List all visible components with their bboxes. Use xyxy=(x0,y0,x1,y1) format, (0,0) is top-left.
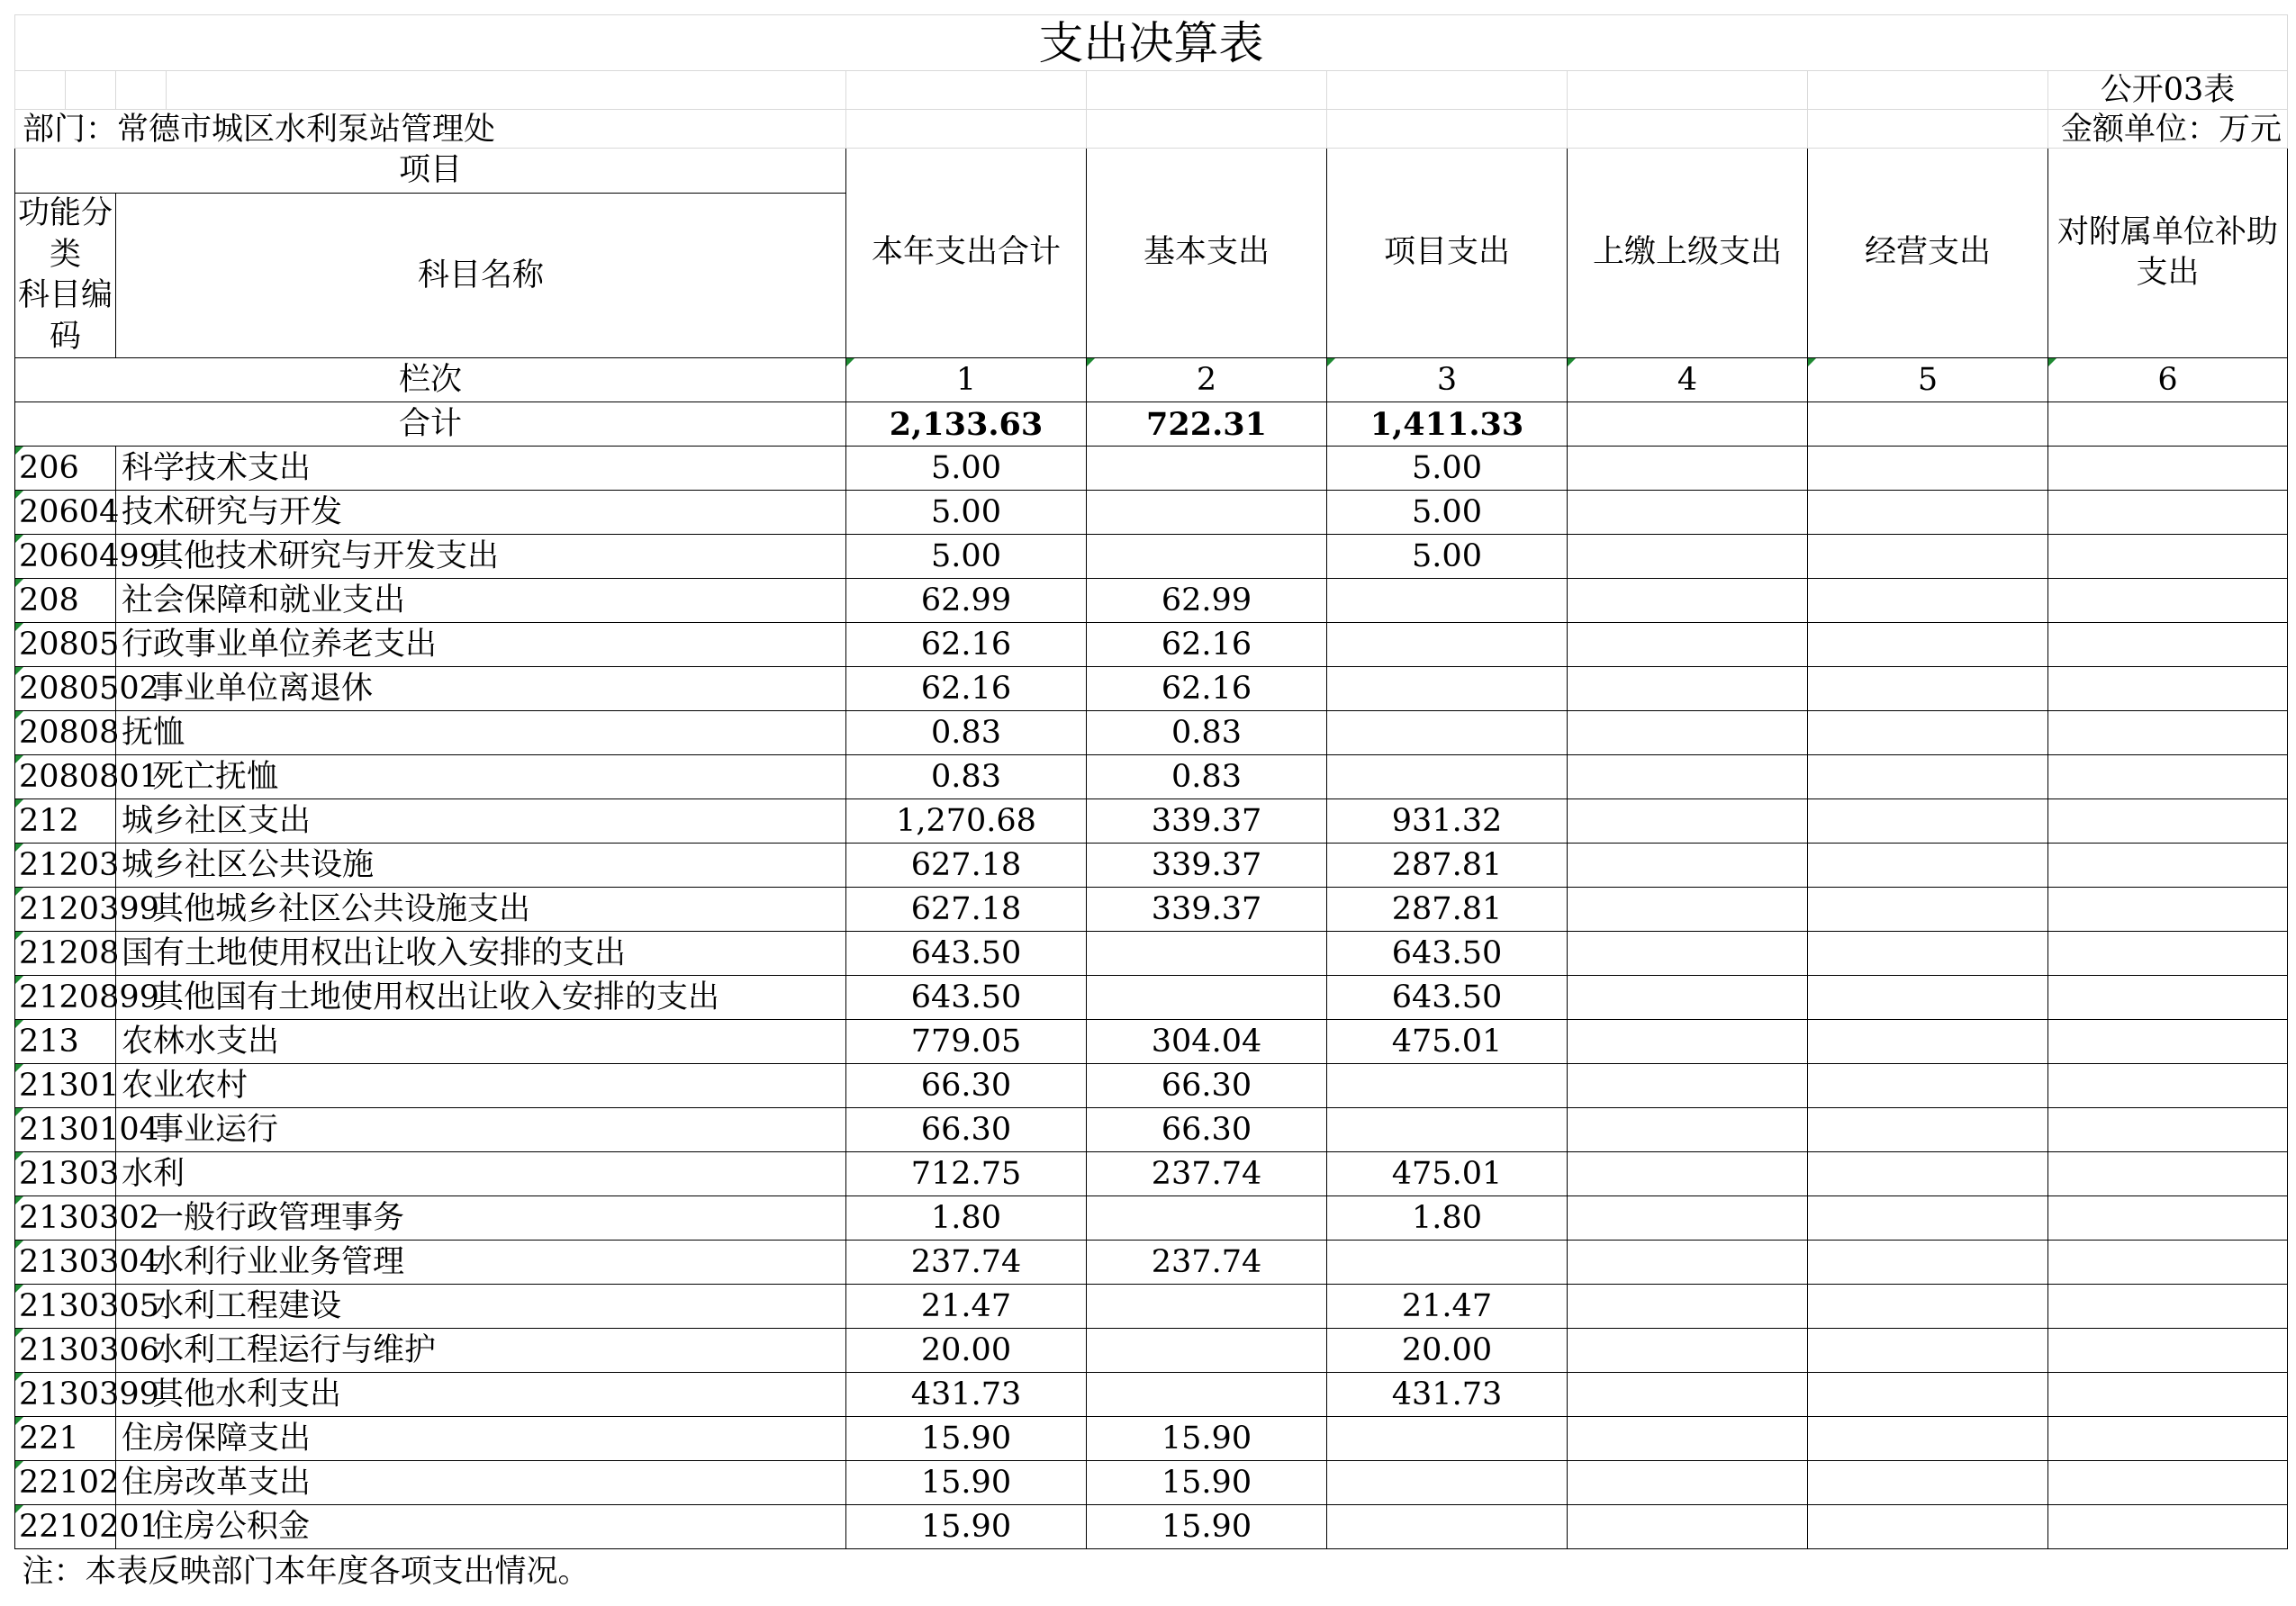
row-total-expense[interactable]: 1,270.68 xyxy=(846,799,1087,844)
row-operating-expense[interactable] xyxy=(1808,1373,2048,1417)
row-subsidy-expense[interactable] xyxy=(2048,1152,2288,1196)
row-code[interactable]: 22102 xyxy=(15,1461,116,1505)
header-subject-name: 科目名称 xyxy=(116,194,846,358)
row-total-expense[interactable]: 431.73 xyxy=(846,1373,1087,1417)
row-code[interactable]: 2130399 xyxy=(15,1373,116,1417)
table-row xyxy=(15,1064,2288,1108)
row-project-expense[interactable] xyxy=(1327,1417,1568,1461)
row-remit-expense[interactable] xyxy=(1568,1196,1808,1241)
table-row xyxy=(15,1505,2288,1549)
row-project-expense[interactable] xyxy=(1327,1108,1568,1152)
row-total-expense[interactable]: 237.74 xyxy=(846,1241,1087,1285)
row-basic-expense[interactable]: 339.37 xyxy=(1087,844,1327,888)
row-name[interactable]: 社会保障和就业支出 xyxy=(116,579,846,623)
table-row xyxy=(15,1373,2288,1417)
total-c3: 1,411.33 xyxy=(1327,402,1568,447)
table-row xyxy=(15,1329,2288,1373)
row-basic-expense[interactable]: 0.83 xyxy=(1087,755,1327,799)
table-row xyxy=(15,1152,2288,1196)
row-basic-expense[interactable]: 304.04 xyxy=(1087,1020,1327,1064)
row-project-expense[interactable]: 5.00 xyxy=(1327,491,1568,535)
row-subsidy-expense[interactable] xyxy=(2048,535,2288,579)
row-operating-expense[interactable] xyxy=(1808,1505,2048,1549)
row-remit-expense[interactable] xyxy=(1568,888,1808,932)
empty-cell[interactable] xyxy=(1568,110,1808,149)
row-subsidy-expense[interactable] xyxy=(2048,1373,2288,1417)
row-subsidy-expense[interactable] xyxy=(2048,755,2288,799)
row-total-expense[interactable]: 779.05 xyxy=(846,1020,1087,1064)
header-project: 项目 xyxy=(15,149,846,194)
empty-cell[interactable] xyxy=(15,71,66,110)
row-basic-expense[interactable]: 15.90 xyxy=(1087,1461,1327,1505)
row-code[interactable]: 2080502 xyxy=(15,667,116,711)
row-code[interactable]: 2080801 xyxy=(15,755,116,799)
row-code[interactable]: 20604 xyxy=(15,491,116,535)
table-row xyxy=(15,1108,2288,1152)
total-c5 xyxy=(1808,402,2048,447)
empty-cell[interactable] xyxy=(1087,71,1327,110)
table-row xyxy=(15,1285,2288,1329)
row-operating-expense[interactable] xyxy=(1808,1329,2048,1373)
table-row xyxy=(15,667,2288,711)
row-code[interactable]: 2060499 xyxy=(15,535,116,579)
table-row xyxy=(15,799,2288,844)
row-basic-expense[interactable]: 66.30 xyxy=(1087,1064,1327,1108)
row-subsidy-expense[interactable] xyxy=(2048,1417,2288,1461)
table-row xyxy=(15,976,2288,1020)
lanci-2: 2 xyxy=(1087,358,1327,402)
row-name[interactable]: 其他国有土地使用权出让收入安排的支出 xyxy=(116,976,846,1020)
row-project-expense[interactable] xyxy=(1327,1241,1568,1285)
row-subsidy-expense[interactable] xyxy=(2048,976,2288,1020)
row-basic-expense[interactable] xyxy=(1087,932,1327,976)
row-project-expense[interactable] xyxy=(1327,1505,1568,1549)
row-remit-expense[interactable] xyxy=(1568,1285,1808,1329)
row-basic-expense[interactable] xyxy=(1087,1196,1327,1241)
row-subsidy-expense[interactable] xyxy=(2048,888,2288,932)
row-total-expense[interactable]: 66.30 xyxy=(846,1108,1087,1152)
row-project-expense[interactable]: 21.47 xyxy=(1327,1285,1568,1329)
row-basic-expense[interactable]: 62.16 xyxy=(1087,623,1327,667)
row-operating-expense[interactable] xyxy=(1808,1241,2048,1285)
row-subsidy-expense[interactable] xyxy=(2048,1020,2288,1064)
row-remit-expense[interactable] xyxy=(1568,1064,1808,1108)
lanci-6: 6 xyxy=(2048,358,2288,402)
row-subsidy-expense[interactable] xyxy=(2048,491,2288,535)
row-project-expense[interactable] xyxy=(1327,579,1568,623)
row-basic-expense[interactable]: 0.83 xyxy=(1087,711,1327,755)
lanci-4: 4 xyxy=(1568,358,1808,402)
row-code[interactable]: 21301 xyxy=(15,1064,116,1108)
row-remit-expense[interactable] xyxy=(1568,1329,1808,1373)
row-project-expense[interactable]: 5.00 xyxy=(1327,447,1568,491)
row-subsidy-expense[interactable] xyxy=(2048,1505,2288,1549)
row-remit-expense[interactable] xyxy=(1568,1152,1808,1196)
total-c2: 722.31 xyxy=(1087,402,1327,447)
row-operating-expense[interactable] xyxy=(1808,667,2048,711)
row-total-expense[interactable]: 0.83 xyxy=(846,755,1087,799)
row-code[interactable]: 208 xyxy=(15,579,116,623)
row-name[interactable]: 一般行政管理事务 xyxy=(116,1196,846,1241)
row-code[interactable]: 2120899 xyxy=(15,976,116,1020)
row-name[interactable]: 抚恤 xyxy=(116,711,846,755)
row-operating-expense[interactable] xyxy=(1808,623,2048,667)
row-basic-expense[interactable]: 15.90 xyxy=(1087,1505,1327,1549)
total-c4 xyxy=(1568,402,1808,447)
row-project-expense[interactable]: 5.00 xyxy=(1327,535,1568,579)
table-row xyxy=(15,623,2288,667)
row-total-expense[interactable]: 1.80 xyxy=(846,1196,1087,1241)
row-name[interactable]: 技术研究与开发 xyxy=(116,491,846,535)
row-basic-expense[interactable]: 339.37 xyxy=(1087,799,1327,844)
row-total-expense[interactable]: 643.50 xyxy=(846,976,1087,1020)
row-code[interactable]: 2130302 xyxy=(15,1196,116,1241)
row-basic-expense[interactable] xyxy=(1087,1285,1327,1329)
row-remit-expense[interactable] xyxy=(1568,976,1808,1020)
row-subsidy-expense[interactable] xyxy=(2048,932,2288,976)
row-remit-expense[interactable] xyxy=(1568,1417,1808,1461)
row-project-expense[interactable] xyxy=(1327,1461,1568,1505)
header-project-expense: 项目支出 xyxy=(1327,149,1568,358)
row-name[interactable]: 水利行业业务管理 xyxy=(116,1241,846,1285)
row-remit-expense[interactable] xyxy=(1568,667,1808,711)
row-project-expense[interactable]: 287.81 xyxy=(1327,844,1568,888)
row-remit-expense[interactable] xyxy=(1568,1241,1808,1285)
row-code[interactable]: 206 xyxy=(15,447,116,491)
row-remit-expense[interactable] xyxy=(1568,1108,1808,1152)
table-row xyxy=(15,1020,2288,1064)
row-project-expense[interactable] xyxy=(1327,1064,1568,1108)
row-project-expense[interactable] xyxy=(1327,667,1568,711)
table-row xyxy=(15,491,2288,535)
row-subsidy-expense[interactable] xyxy=(2048,711,2288,755)
table-row xyxy=(15,1461,2288,1505)
row-remit-expense[interactable] xyxy=(1568,491,1808,535)
row-basic-expense[interactable]: 62.99 xyxy=(1087,579,1327,623)
empty-cell[interactable] xyxy=(66,71,116,110)
row-remit-expense[interactable] xyxy=(1568,844,1808,888)
row-operating-expense[interactable] xyxy=(1808,976,2048,1020)
table-row xyxy=(15,711,2288,755)
row-total-expense[interactable]: 15.90 xyxy=(846,1461,1087,1505)
row-subsidy-expense[interactable] xyxy=(2048,447,2288,491)
row-basic-expense[interactable] xyxy=(1087,1373,1327,1417)
row-project-expense[interactable]: 1.80 xyxy=(1327,1196,1568,1241)
row-total-expense[interactable]: 712.75 xyxy=(846,1152,1087,1196)
table-row xyxy=(15,755,2288,799)
row-code[interactable]: 2130305 xyxy=(15,1285,116,1329)
header-total-expense: 本年支出合计 xyxy=(846,149,1087,358)
row-operating-expense[interactable] xyxy=(1808,1417,2048,1461)
row-subsidy-expense[interactable] xyxy=(2048,1196,2288,1241)
row-remit-expense[interactable] xyxy=(1568,623,1808,667)
row-subsidy-expense[interactable] xyxy=(2048,667,2288,711)
empty-cell[interactable] xyxy=(1087,110,1327,149)
row-project-expense[interactable] xyxy=(1327,711,1568,755)
header-basic-expense: 基本支出 xyxy=(1087,149,1327,358)
row-project-expense[interactable]: 643.50 xyxy=(1327,976,1568,1020)
total-c6 xyxy=(2048,402,2288,447)
row-name[interactable]: 其他城乡社区公共设施支出 xyxy=(116,888,846,932)
table-row xyxy=(15,932,2288,976)
row-name[interactable]: 行政事业单位养老支出 xyxy=(116,623,846,667)
header-function-code: 功能分类 科目编码 xyxy=(15,194,116,358)
row-operating-expense[interactable] xyxy=(1808,755,2048,799)
row-operating-expense[interactable] xyxy=(1808,579,2048,623)
row-total-expense[interactable]: 15.90 xyxy=(846,1505,1087,1549)
row-remit-expense[interactable] xyxy=(1568,1373,1808,1417)
row-project-expense[interactable]: 931.32 xyxy=(1327,799,1568,844)
table-row xyxy=(15,1196,2288,1241)
row-name[interactable]: 城乡社区支出 xyxy=(116,799,846,844)
row-basic-expense[interactable]: 237.74 xyxy=(1087,1241,1327,1285)
row-subsidy-expense[interactable] xyxy=(2048,1108,2288,1152)
row-project-expense[interactable]: 20.00 xyxy=(1327,1329,1568,1373)
row-operating-expense[interactable] xyxy=(1808,1285,2048,1329)
row-subsidy-expense[interactable] xyxy=(2048,579,2288,623)
row-operating-expense[interactable] xyxy=(1808,799,2048,844)
row-basic-expense[interactable]: 66.30 xyxy=(1087,1108,1327,1152)
header-subsidy-expense: 对附属单位补助 支出 xyxy=(2048,149,2288,358)
table-row xyxy=(15,447,2288,491)
row-lanci-label: 栏次 xyxy=(15,358,846,402)
row-operating-expense[interactable] xyxy=(1808,1461,2048,1505)
row-operating-expense[interactable] xyxy=(1808,932,2048,976)
row-code[interactable]: 2130306 xyxy=(15,1329,116,1373)
row-name[interactable]: 事业运行 xyxy=(116,1108,846,1152)
empty-cell[interactable] xyxy=(116,71,167,110)
table-row xyxy=(15,579,2288,623)
row-subsidy-expense[interactable] xyxy=(2048,623,2288,667)
row-basic-expense[interactable] xyxy=(1087,1329,1327,1373)
row-remit-expense[interactable] xyxy=(1568,579,1808,623)
row-remit-expense[interactable] xyxy=(1568,1461,1808,1505)
empty-cell[interactable] xyxy=(167,71,846,110)
row-project-expense[interactable]: 475.01 xyxy=(1327,1020,1568,1064)
row-subsidy-expense[interactable] xyxy=(2048,1461,2288,1505)
row-code[interactable]: 212 xyxy=(15,799,116,844)
row-operating-expense[interactable] xyxy=(1808,1064,2048,1108)
expenditure-table xyxy=(14,14,2288,1596)
empty-cell[interactable] xyxy=(846,71,1087,110)
row-remit-expense[interactable] xyxy=(1568,1505,1808,1549)
row-total-expense[interactable]: 5.00 xyxy=(846,447,1087,491)
row-subsidy-expense[interactable] xyxy=(2048,844,2288,888)
row-total-expense[interactable]: 627.18 xyxy=(846,888,1087,932)
row-project-expense[interactable] xyxy=(1327,623,1568,667)
row-basic-expense[interactable]: 237.74 xyxy=(1087,1152,1327,1196)
footnote: 注：本表反映部门本年度各项支出情况。 xyxy=(15,1549,2288,1596)
row-project-expense[interactable]: 431.73 xyxy=(1327,1373,1568,1417)
row-total-expense[interactable]: 66.30 xyxy=(846,1064,1087,1108)
row-remit-expense[interactable] xyxy=(1568,535,1808,579)
row-remit-expense[interactable] xyxy=(1568,711,1808,755)
header-remit-expense: 上缴上级支出 xyxy=(1568,149,1808,358)
row-project-expense[interactable] xyxy=(1327,755,1568,799)
row-operating-expense[interactable] xyxy=(1808,1152,2048,1196)
table-row xyxy=(15,888,2288,932)
empty-cell[interactable] xyxy=(1568,71,1808,110)
row-operating-expense[interactable] xyxy=(1808,1108,2048,1152)
row-remit-expense[interactable] xyxy=(1568,1020,1808,1064)
lanci-5: 5 xyxy=(1808,358,2048,402)
total-c1: 2,133.63 xyxy=(846,402,1087,447)
row-basic-expense[interactable]: 339.37 xyxy=(1087,888,1327,932)
row-name[interactable]: 死亡抚恤 xyxy=(116,755,846,799)
row-operating-expense[interactable] xyxy=(1808,1196,2048,1241)
table-number: 公开03表 xyxy=(2048,71,2288,110)
row-basic-expense[interactable]: 15.90 xyxy=(1087,1417,1327,1461)
row-project-expense[interactable]: 475.01 xyxy=(1327,1152,1568,1196)
row-code[interactable]: 20808 xyxy=(15,711,116,755)
row-total-expense[interactable]: 5.00 xyxy=(846,491,1087,535)
spreadsheet xyxy=(14,14,2287,1596)
empty-cell[interactable] xyxy=(1327,71,1568,110)
row-name[interactable]: 其他水利支出 xyxy=(116,1373,846,1417)
row-total-expense[interactable]: 62.16 xyxy=(846,623,1087,667)
empty-cell[interactable] xyxy=(846,110,1087,149)
row-remit-expense[interactable] xyxy=(1568,447,1808,491)
row-subsidy-expense[interactable] xyxy=(2048,799,2288,844)
row-name[interactable]: 科学技术支出 xyxy=(116,447,846,491)
row-code[interactable]: 21208 xyxy=(15,932,116,976)
row-operating-expense[interactable] xyxy=(1808,491,2048,535)
row-basic-expense[interactable] xyxy=(1087,535,1327,579)
row-code[interactable]: 2130104 xyxy=(15,1108,116,1152)
table-row xyxy=(15,844,2288,888)
row-name[interactable]: 农业农村 xyxy=(116,1064,846,1108)
row-operating-expense[interactable] xyxy=(1808,844,2048,888)
lanci-3: 3 xyxy=(1327,358,1568,402)
row-name[interactable]: 水利 xyxy=(116,1152,846,1196)
row-code[interactable]: 2120399 xyxy=(15,888,116,932)
total-label: 合计 xyxy=(15,402,846,447)
row-total-expense[interactable]: 5.00 xyxy=(846,535,1087,579)
table-row xyxy=(15,1241,2288,1285)
sheet-title: 支出决算表 xyxy=(15,15,2288,71)
empty-cell[interactable] xyxy=(1327,110,1568,149)
row-code[interactable]: 2130304 xyxy=(15,1241,116,1285)
row-total-expense[interactable]: 0.83 xyxy=(846,711,1087,755)
row-code[interactable]: 21203 xyxy=(15,844,116,888)
empty-cell[interactable] xyxy=(1808,110,2048,149)
row-name[interactable]: 住房保障支出 xyxy=(116,1417,846,1461)
row-code[interactable]: 2210201 xyxy=(15,1505,116,1549)
row-total-expense[interactable]: 20.00 xyxy=(846,1329,1087,1373)
row-name[interactable]: 城乡社区公共设施 xyxy=(116,844,846,888)
table-row xyxy=(15,535,2288,579)
header-operating-expense: 经营支出 xyxy=(1808,149,2048,358)
lanci-1: 1 xyxy=(846,358,1087,402)
row-remit-expense[interactable] xyxy=(1568,932,1808,976)
row-total-expense[interactable]: 627.18 xyxy=(846,844,1087,888)
row-name[interactable]: 住房改革支出 xyxy=(116,1461,846,1505)
row-operating-expense[interactable] xyxy=(1808,1020,2048,1064)
row-name[interactable]: 农林水支出 xyxy=(116,1020,846,1064)
row-operating-expense[interactable] xyxy=(1808,888,2048,932)
table-row xyxy=(15,1417,2288,1461)
empty-cell[interactable] xyxy=(1808,71,2048,110)
row-operating-expense[interactable] xyxy=(1808,447,2048,491)
row-basic-expense[interactable] xyxy=(1087,447,1327,491)
row-basic-expense[interactable]: 62.16 xyxy=(1087,667,1327,711)
row-total-expense[interactable]: 643.50 xyxy=(846,932,1087,976)
row-subsidy-expense[interactable] xyxy=(2048,1241,2288,1285)
row-operating-expense[interactable] xyxy=(1808,535,2048,579)
row-code[interactable]: 213 xyxy=(15,1020,116,1064)
department-label: 部门：常德市城区水利泵站管理处 xyxy=(15,110,846,149)
row-code[interactable]: 20805 xyxy=(15,623,116,667)
row-code[interactable]: 21303 xyxy=(15,1152,116,1196)
row-name[interactable]: 水利工程运行与维护 xyxy=(116,1329,846,1373)
row-name[interactable]: 水利工程建设 xyxy=(116,1285,846,1329)
row-total-expense[interactable]: 62.99 xyxy=(846,579,1087,623)
row-total-expense[interactable]: 21.47 xyxy=(846,1285,1087,1329)
row-name[interactable]: 国有土地使用权出让收入安排的支出 xyxy=(116,932,846,976)
row-total-expense[interactable]: 15.90 xyxy=(846,1417,1087,1461)
row-project-expense[interactable]: 287.81 xyxy=(1327,888,1568,932)
row-name[interactable]: 事业单位离退休 xyxy=(116,667,846,711)
row-name[interactable]: 住房公积金 xyxy=(116,1505,846,1549)
row-name[interactable]: 其他技术研究与开发支出 xyxy=(116,535,846,579)
row-code[interactable]: 221 xyxy=(15,1417,116,1461)
row-operating-expense[interactable] xyxy=(1808,711,2048,755)
row-remit-expense[interactable] xyxy=(1568,799,1808,844)
row-subsidy-expense[interactable] xyxy=(2048,1329,2288,1373)
row-subsidy-expense[interactable] xyxy=(2048,1285,2288,1329)
row-total-expense[interactable]: 62.16 xyxy=(846,667,1087,711)
row-basic-expense[interactable] xyxy=(1087,976,1327,1020)
row-project-expense[interactable]: 643.50 xyxy=(1327,932,1568,976)
row-subsidy-expense[interactable] xyxy=(2048,1064,2288,1108)
row-basic-expense[interactable] xyxy=(1087,491,1327,535)
row-remit-expense[interactable] xyxy=(1568,755,1808,799)
unit-label: 金额单位：万元 xyxy=(2048,110,2288,149)
